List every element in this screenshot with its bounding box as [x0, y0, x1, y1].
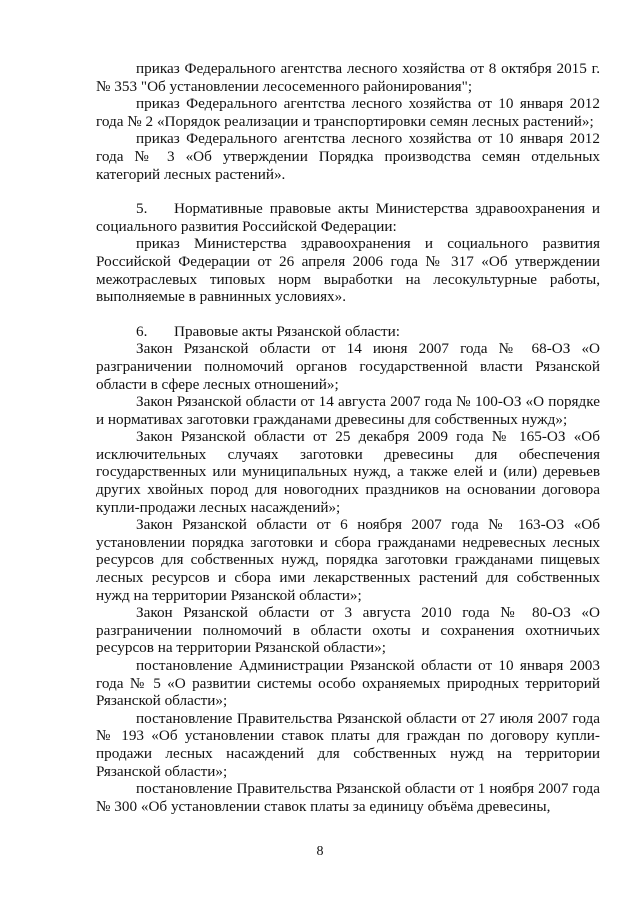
paragraph: Закон Рязанской области от 14 июня 2007 года № 68-ОЗ «О разграничении полномочий органов государственной власти Рязанской области в сфере лесных отношений»;	[96, 340, 600, 393]
section-heading-5	[96, 200, 600, 235]
paragraph: постановление Правительства Рязанской области от 1 ноября 2007 года № 300 «Об установлении ставок платы за единицу объёма древесины,	[96, 780, 600, 815]
spacer	[96, 183, 600, 200]
paragraph: приказ Федерального агентства лесного хозяйства от 10 января 2012 года № 3 «Об утверждении Порядка производства семян отдельных категорий лесных растений».	[96, 130, 600, 183]
section-title: Нормативные правовые акты Министерства здравоохранения и социального развития Российской Федерации:	[96, 200, 600, 235]
paragraph: Закон Рязанской области от 14 августа 2007 года № 100-ОЗ «О порядке и нормативах заготовки гражданами древесины для собственных нужд»;	[96, 393, 600, 428]
paragraph: приказ Федерального агентства лесного хозяйства от 10 января 2012 года № 2 «Порядок реализации и транспортировки семян лесных растений»;	[96, 95, 600, 130]
document-page	[96, 60, 600, 815]
paragraph: постановление Администрации Рязанской области от 10 января 2003 года № 5 «О развитии системы особо охраняемых природных территорий Рязанской области»;	[96, 657, 600, 710]
paragraph: Закон Рязанской области от 6 ноября 2007 года № 163-ОЗ «Об установлении порядка заготовки и сбора гражданами недревесных лесных ресурсов для собственных нужд, порядка заготовки гражданами пищевых лесных ресурсов и сбора ими лекарственных растений для собственных нужд на территории Рязанской области»;	[96, 516, 600, 604]
paragraph: постановление Правительства Рязанской области от 27 июля 2007 года № 193 «Об установлении ставок платы для граждан по договору купли-продажи лесных насаждений для собственных нужд на территории Рязанской области»;	[96, 709, 600, 780]
paragraph: приказ Федерального агентства лесного хозяйства от 8 октября 2015 г. № 353 "Об установлении лесосеменного районирования";	[96, 60, 600, 95]
paragraph: приказ Министерства здравоохранения и социального развития Российской Федерации от 26 апреля 2006 года № 317 «Об утверждении межотраслевых типовых норм выработки на лесокультурные работы, выполняемые в равнинных условиях».	[96, 235, 600, 306]
section-number: 5.	[136, 200, 148, 218]
section-number: 6.	[136, 322, 148, 340]
page-number: 8	[316, 844, 324, 859]
section-title: Правовые акты Рязанской области:	[174, 322, 401, 340]
paragraph: Закон Рязанской области от 25 декабря 2009 года № 165-ОЗ «Об исключительных случаях заготовки древесины для обеспечения государственных или муниципальных нужд, а также елей и (или) деревьев других хвойных пород для новогодних праздников на основании договора купли-продажи лесных насаждений»;	[96, 428, 600, 516]
section-heading-6	[96, 323, 600, 341]
spacer	[96, 306, 600, 323]
paragraph: Закон Рязанской области от 3 августа 2010 года № 80-ОЗ «О разграничении полномочий в области охоты и сохранения охотничьих ресурсов на территории Рязанской области»;	[96, 604, 600, 657]
